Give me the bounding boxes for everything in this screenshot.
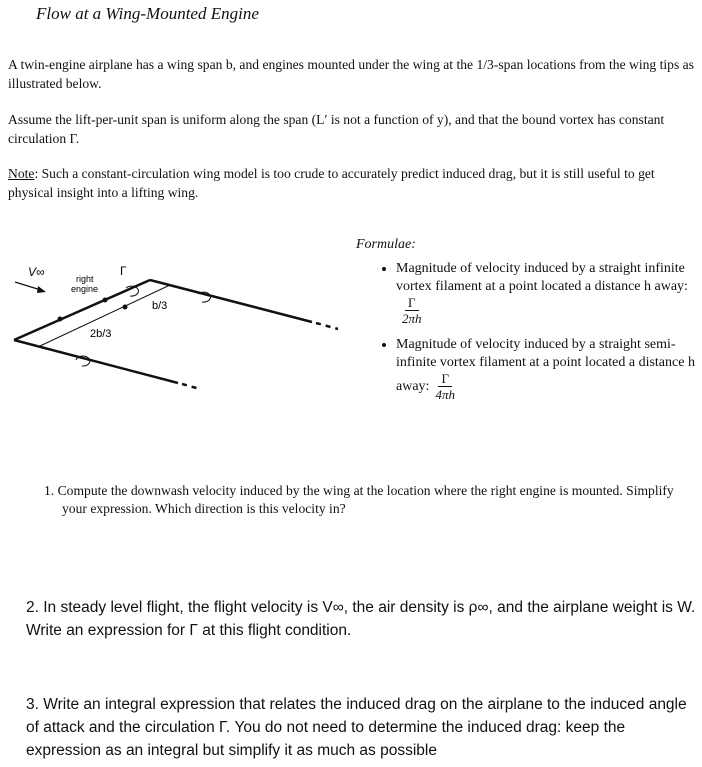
question-1: 1. Compute the downwash velocity induced by the wing at the location where the right engine is mounted. Simplify your expression. Which direction is this velocity in?: [44, 483, 674, 516]
formulae-heading: Formulae:: [356, 237, 416, 252]
note-label: Note: [8, 166, 35, 181]
note-text: : Such a constant-circulation wing model is too crude to accurately predict induced drag, but it is still useful to get physical insight into a lifting wing.: [8, 166, 655, 200]
left-trailing-vortex: [14, 340, 178, 383]
b23-label: 2b/3: [90, 328, 112, 340]
arrowhead-icon: [37, 286, 46, 293]
intro-paragraph: A twin-engine airplane has a wing span b, and engines mounted under the wing at the 1/3-span locations from the wing tips as illustrated below.: [8, 57, 694, 91]
formula-item: [396, 336, 700, 402]
numerator: Γ: [438, 372, 452, 387]
trailing-dash: [316, 323, 338, 329]
formula-text: Magnitude of velocity induced by a straight semi-infinite vortex filament at a point located a distance h away:: [396, 337, 695, 395]
document-title: Flow at a Wing-Mounted Engine: [36, 4, 259, 23]
numerator: Γ: [405, 296, 419, 311]
trailing-dash: [182, 384, 200, 389]
formula-item: [396, 260, 700, 326]
question-3: 3. Write an integral expression that relates the induced drag on the airplane to the induced angle of attack and the circulation Γ. You do not need to determine the induced drag: keep the expression as an integral but simplify it as much as possible: [26, 696, 687, 759]
formula-fraction: [402, 296, 422, 326]
engine-label: right: [76, 274, 94, 284]
gamma-label: Γ: [120, 264, 127, 278]
engine-marker: [58, 317, 63, 322]
note-paragraph: [8, 164, 698, 202]
right-trailing-vortex: [150, 280, 312, 322]
engine-label: engine: [71, 284, 99, 294]
v-inf-label: V∞: [28, 265, 45, 279]
b3-label: b/3: [152, 300, 168, 312]
formulae-box: [356, 236, 700, 412]
assumption-paragraph: Assume the lift-per-unit span is uniform along the span (L′ is not a function of y), and that the bound vortex has constant circulation Γ.: [8, 112, 665, 146]
denominator: 2πh: [402, 311, 422, 326]
question-2: 2. In steady level flight, the flight velocity is V∞, the air density is ρ∞, and the airplane weight is W. Write an expression for Γ at this flight condition.: [26, 599, 696, 639]
engine-marker: [123, 305, 128, 310]
engine-marker: [103, 298, 108, 303]
formula-text: Magnitude of velocity induced by a straight infinite vortex filament at a point located a distance h away:: [396, 261, 688, 294]
formula-fraction: [435, 372, 455, 402]
wing-vortex-diagram: [0, 250, 350, 400]
denominator: 4πh: [435, 387, 455, 402]
